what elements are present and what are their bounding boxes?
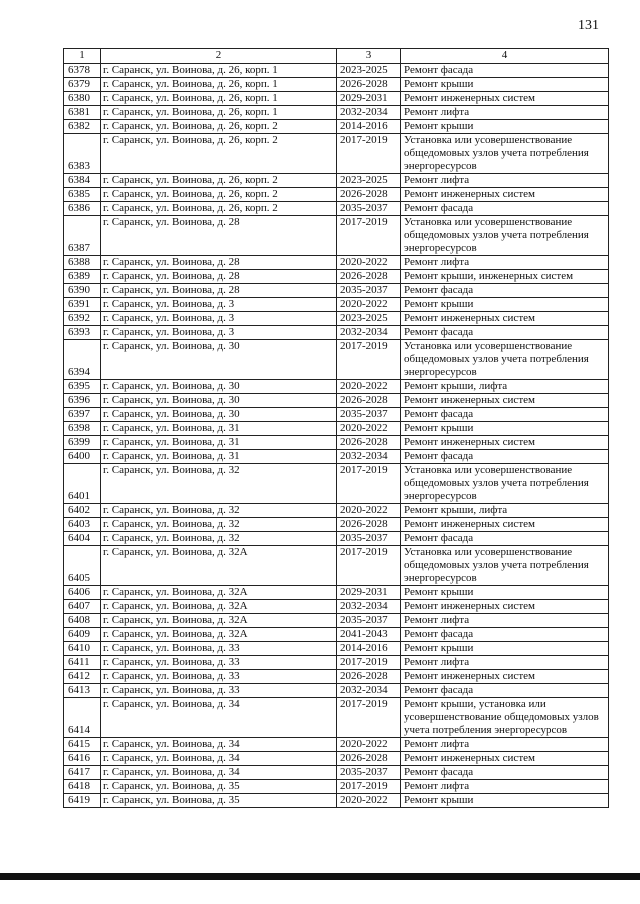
period-cell: 2017-2019 (337, 340, 401, 380)
table-row (64, 546, 609, 586)
table-row (64, 600, 609, 614)
period-cell: 2014-2016 (337, 642, 401, 656)
scan-edge-bar (0, 873, 640, 880)
period-cell: 2032-2034 (337, 450, 401, 464)
period-cell: 2026-2028 (337, 188, 401, 202)
row-number: 6379 (64, 78, 101, 92)
row-number: 6385 (64, 188, 101, 202)
work-type-cell: Установка или усовершенствование общедомовых узлов учета потребления энергоресурсов (401, 216, 609, 256)
address-cell: г. Саранск, ул. Воинова, д. 26, корп. 2 (101, 202, 337, 216)
work-type-cell: Ремонт лифта (401, 614, 609, 628)
table-row (64, 326, 609, 340)
row-number: 6394 (64, 340, 101, 380)
table-row (64, 340, 609, 380)
address-cell: г. Саранск, ул. Воинова, д. 35 (101, 794, 337, 808)
period-cell: 2020-2022 (337, 380, 401, 394)
period-cell: 2017-2019 (337, 546, 401, 586)
address-cell: г. Саранск, ул. Воинова, д. 26, корп. 2 (101, 120, 337, 134)
work-type-cell: Ремонт крыши (401, 422, 609, 436)
row-number: 6405 (64, 546, 101, 586)
work-type-cell: Ремонт фасада (401, 766, 609, 780)
row-number: 6403 (64, 518, 101, 532)
row-number: 6400 (64, 450, 101, 464)
work-type-cell: Ремонт крыши (401, 78, 609, 92)
table-row (64, 174, 609, 188)
work-type-cell: Ремонт лифта (401, 106, 609, 120)
period-cell: 2017-2019 (337, 656, 401, 670)
table-row (64, 684, 609, 698)
period-cell: 2029-2031 (337, 92, 401, 106)
table-row (64, 738, 609, 752)
table-body (64, 64, 609, 808)
period-cell: 2017-2019 (337, 780, 401, 794)
period-cell: 2017-2019 (337, 134, 401, 174)
work-type-cell: Ремонт фасада (401, 284, 609, 298)
table-row (64, 408, 609, 422)
table-row (64, 766, 609, 780)
period-cell: 2026-2028 (337, 752, 401, 766)
work-type-cell: Ремонт лифта (401, 738, 609, 752)
address-cell: г. Саранск, ул. Воинова, д. 26, корп. 2 (101, 134, 337, 174)
row-number: 6406 (64, 586, 101, 600)
address-cell: г. Саранск, ул. Воинова, д. 33 (101, 684, 337, 698)
work-type-cell: Ремонт инженерных систем (401, 92, 609, 106)
table-row (64, 312, 609, 326)
address-cell: г. Саранск, ул. Воинова, д. 34 (101, 738, 337, 752)
table-row (64, 394, 609, 408)
period-cell: 2035-2037 (337, 614, 401, 628)
period-cell: 2026-2028 (337, 436, 401, 450)
row-number: 6397 (64, 408, 101, 422)
period-cell: 2017-2019 (337, 216, 401, 256)
work-type-cell: Ремонт фасада (401, 532, 609, 546)
work-type-cell: Ремонт фасада (401, 64, 609, 78)
table-row (64, 586, 609, 600)
period-cell: 2026-2028 (337, 78, 401, 92)
work-type-cell: Ремонт инженерных систем (401, 436, 609, 450)
period-cell: 2017-2019 (337, 698, 401, 738)
address-cell: г. Саранск, ул. Воинова, д. 26, корп. 1 (101, 78, 337, 92)
period-cell: 2041-2043 (337, 628, 401, 642)
address-cell: г. Саранск, ул. Воинова, д. 33 (101, 670, 337, 684)
work-type-cell: Ремонт инженерных систем (401, 600, 609, 614)
period-cell: 2035-2037 (337, 284, 401, 298)
work-type-cell: Ремонт инженерных систем (401, 752, 609, 766)
address-cell: г. Саранск, ул. Воинова, д. 28 (101, 256, 337, 270)
row-number: 6391 (64, 298, 101, 312)
page-number: 131 (578, 18, 599, 33)
table-row (64, 284, 609, 298)
address-cell: г. Саранск, ул. Воинова, д. 31 (101, 450, 337, 464)
work-type-cell: Ремонт крыши, установка или усовершенствование общедомовых узлов учета потребления энергоресурсов (401, 698, 609, 738)
period-cell: 2035-2037 (337, 408, 401, 422)
address-cell: г. Саранск, ул. Воинова, д. 26, корп. 1 (101, 92, 337, 106)
period-cell: 2023-2025 (337, 174, 401, 188)
period-cell: 2023-2025 (337, 64, 401, 78)
address-cell: г. Саранск, ул. Воинова, д. 31 (101, 436, 337, 450)
work-type-cell: Ремонт фасада (401, 202, 609, 216)
table-row (64, 656, 609, 670)
table-row (64, 464, 609, 504)
work-type-cell: Установка или усовершенствование общедомовых узлов учета потребления энергоресурсов (401, 134, 609, 174)
table-row (64, 532, 609, 546)
row-number: 6381 (64, 106, 101, 120)
row-number: 6404 (64, 532, 101, 546)
work-type-cell: Ремонт лифта (401, 174, 609, 188)
row-number: 6416 (64, 752, 101, 766)
period-cell: 2035-2037 (337, 766, 401, 780)
work-type-cell: Ремонт крыши, лифта (401, 504, 609, 518)
row-number: 6411 (64, 656, 101, 670)
row-number: 6414 (64, 698, 101, 738)
address-cell: г. Саранск, ул. Воинова, д. 32А (101, 628, 337, 642)
address-cell: г. Саранск, ул. Воинова, д. 34 (101, 766, 337, 780)
period-cell: 2023-2025 (337, 312, 401, 326)
table-row (64, 504, 609, 518)
work-type-cell: Установка или усовершенствование общедомовых узлов учета потребления энергоресурсов (401, 464, 609, 504)
table-header-row (64, 49, 609, 64)
row-number: 6412 (64, 670, 101, 684)
period-cell: 2020-2022 (337, 256, 401, 270)
row-number: 6396 (64, 394, 101, 408)
period-cell: 2032-2034 (337, 684, 401, 698)
address-cell: г. Саранск, ул. Воинова, д. 26, корп. 2 (101, 174, 337, 188)
work-type-cell: Ремонт лифта (401, 780, 609, 794)
table-row (64, 216, 609, 256)
period-cell: 2020-2022 (337, 738, 401, 752)
work-type-cell: Ремонт крыши (401, 586, 609, 600)
address-cell: г. Саранск, ул. Воинова, д. 33 (101, 642, 337, 656)
header-col-1: 1 (64, 49, 101, 64)
table-row (64, 628, 609, 642)
address-cell: г. Саранск, ул. Воинова, д. 28 (101, 284, 337, 298)
table-row (64, 642, 609, 656)
row-number: 6417 (64, 766, 101, 780)
row-number: 6387 (64, 216, 101, 256)
table-row (64, 134, 609, 174)
address-cell: г. Саранск, ул. Воинова, д. 32А (101, 546, 337, 586)
row-number: 6383 (64, 134, 101, 174)
address-cell: г. Саранск, ул. Воинова, д. 32 (101, 504, 337, 518)
work-type-cell: Ремонт лифта (401, 656, 609, 670)
row-number: 6392 (64, 312, 101, 326)
address-cell: г. Саранск, ул. Воинова, д. 32 (101, 518, 337, 532)
period-cell: 2020-2022 (337, 794, 401, 808)
table-row (64, 780, 609, 794)
address-cell: г. Саранск, ул. Воинова, д. 3 (101, 298, 337, 312)
row-number: 6408 (64, 614, 101, 628)
row-number: 6388 (64, 256, 101, 270)
table-row (64, 106, 609, 120)
work-type-cell: Ремонт фасада (401, 450, 609, 464)
address-cell: г. Саранск, ул. Воинова, д. 26, корп. 1 (101, 106, 337, 120)
period-cell: 2032-2034 (337, 326, 401, 340)
table-row (64, 794, 609, 808)
period-cell: 2020-2022 (337, 298, 401, 312)
table-row (64, 188, 609, 202)
row-number: 6407 (64, 600, 101, 614)
work-type-cell: Ремонт фасада (401, 684, 609, 698)
table-row (64, 298, 609, 312)
header-col-4: 4 (401, 49, 609, 64)
period-cell: 2020-2022 (337, 504, 401, 518)
period-cell: 2026-2028 (337, 670, 401, 684)
period-cell: 2017-2019 (337, 464, 401, 504)
row-number: 6393 (64, 326, 101, 340)
work-type-cell: Установка или усовершенствование общедомовых узлов учета потребления энергоресурсов (401, 546, 609, 586)
table-row (64, 518, 609, 532)
row-number: 6380 (64, 92, 101, 106)
address-cell: г. Саранск, ул. Воинова, д. 3 (101, 326, 337, 340)
period-cell: 2026-2028 (337, 518, 401, 532)
row-number: 6413 (64, 684, 101, 698)
address-cell: г. Саранск, ул. Воинова, д. 26, корп. 2 (101, 188, 337, 202)
table-row (64, 698, 609, 738)
table-row (64, 752, 609, 766)
row-number: 6401 (64, 464, 101, 504)
address-cell: г. Саранск, ул. Воинова, д. 33 (101, 656, 337, 670)
work-type-cell: Ремонт инженерных систем (401, 518, 609, 532)
work-type-cell: Ремонт фасада (401, 326, 609, 340)
work-type-cell: Ремонт инженерных систем (401, 312, 609, 326)
row-number: 6390 (64, 284, 101, 298)
table-row (64, 120, 609, 134)
work-type-cell: Ремонт фасада (401, 628, 609, 642)
work-type-cell: Ремонт крыши (401, 120, 609, 134)
period-cell: 2026-2028 (337, 394, 401, 408)
address-cell: г. Саранск, ул. Воинова, д. 30 (101, 408, 337, 422)
table-row (64, 422, 609, 436)
period-cell: 2020-2022 (337, 422, 401, 436)
work-type-cell: Ремонт крыши (401, 794, 609, 808)
row-number: 6409 (64, 628, 101, 642)
address-cell: г. Саранск, ул. Воинова, д. 34 (101, 752, 337, 766)
address-cell: г. Саранск, ул. Воинова, д. 32А (101, 614, 337, 628)
row-number: 6415 (64, 738, 101, 752)
address-cell: г. Саранск, ул. Воинова, д. 30 (101, 394, 337, 408)
table-row (64, 256, 609, 270)
work-type-cell: Ремонт фасада (401, 408, 609, 422)
address-cell: г. Саранск, ул. Воинова, д. 32А (101, 586, 337, 600)
address-cell: г. Саранск, ул. Воинова, д. 35 (101, 780, 337, 794)
work-type-cell: Ремонт крыши, инженерных систем (401, 270, 609, 284)
header-col-2: 2 (101, 49, 337, 64)
period-cell: 2029-2031 (337, 586, 401, 600)
table-row (64, 450, 609, 464)
row-number: 6418 (64, 780, 101, 794)
row-number: 6410 (64, 642, 101, 656)
work-type-cell: Ремонт инженерных систем (401, 670, 609, 684)
row-number: 6419 (64, 794, 101, 808)
work-type-cell: Ремонт инженерных систем (401, 188, 609, 202)
period-cell: 2026-2028 (337, 270, 401, 284)
table-row (64, 78, 609, 92)
table-row (64, 670, 609, 684)
table-row (64, 270, 609, 284)
address-cell: г. Саранск, ул. Воинова, д. 34 (101, 698, 337, 738)
table-row (64, 614, 609, 628)
work-type-cell: Ремонт крыши (401, 298, 609, 312)
address-cell: г. Саранск, ул. Воинова, д. 30 (101, 340, 337, 380)
address-cell: г. Саранск, ул. Воинова, д. 26, корп. 1 (101, 64, 337, 78)
table-row (64, 436, 609, 450)
period-cell: 2032-2034 (337, 600, 401, 614)
work-type-cell: Ремонт лифта (401, 256, 609, 270)
row-number: 6395 (64, 380, 101, 394)
address-cell: г. Саранск, ул. Воинова, д. 28 (101, 270, 337, 284)
row-number: 6386 (64, 202, 101, 216)
header-col-3: 3 (337, 49, 401, 64)
table-row (64, 92, 609, 106)
row-number: 6402 (64, 504, 101, 518)
row-number: 6399 (64, 436, 101, 450)
address-cell: г. Саранск, ул. Воинова, д. 32 (101, 464, 337, 504)
row-number: 6398 (64, 422, 101, 436)
address-cell: г. Саранск, ул. Воинова, д. 3 (101, 312, 337, 326)
address-cell: г. Саранск, ул. Воинова, д. 28 (101, 216, 337, 256)
work-type-cell: Ремонт инженерных систем (401, 394, 609, 408)
period-cell: 2035-2037 (337, 532, 401, 546)
address-cell: г. Саранск, ул. Воинова, д. 31 (101, 422, 337, 436)
work-type-cell: Ремонт крыши, лифта (401, 380, 609, 394)
work-type-cell: Установка или усовершенствование общедомовых узлов учета потребления энергоресурсов (401, 340, 609, 380)
row-number: 6389 (64, 270, 101, 284)
row-number: 6382 (64, 120, 101, 134)
period-cell: 2035-2037 (337, 202, 401, 216)
row-number: 6384 (64, 174, 101, 188)
address-cell: г. Саранск, ул. Воинова, д. 32 (101, 532, 337, 546)
table-row (64, 64, 609, 78)
work-type-cell: Ремонт крыши (401, 642, 609, 656)
period-cell: 2032-2034 (337, 106, 401, 120)
address-cell: г. Саранск, ул. Воинова, д. 32А (101, 600, 337, 614)
address-cell: г. Саранск, ул. Воинова, д. 30 (101, 380, 337, 394)
period-cell: 2014-2016 (337, 120, 401, 134)
table-row (64, 202, 609, 216)
table-row (64, 380, 609, 394)
repair-schedule-table (63, 48, 609, 808)
row-number: 6378 (64, 64, 101, 78)
